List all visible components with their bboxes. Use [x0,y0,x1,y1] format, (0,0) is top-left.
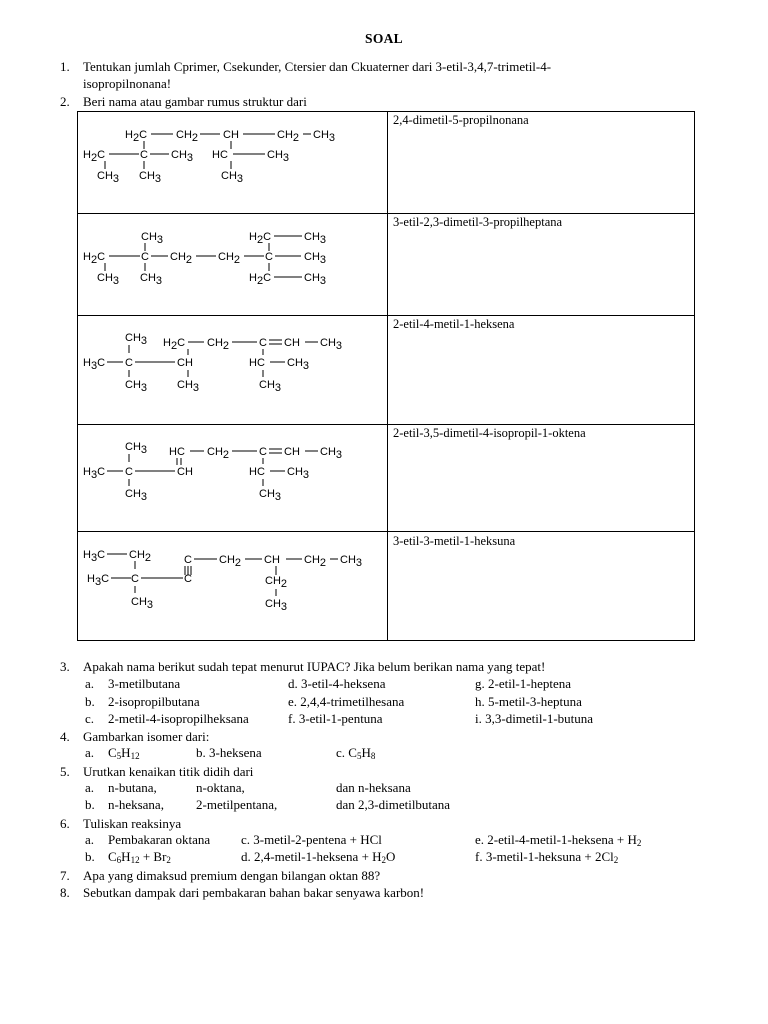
compound-name-2: 3-etil-2,3-dimetil-3-propilheptana [393,215,563,229]
list-item-label: b. [85,797,95,812]
list-item: b. 3-heksena [196,745,262,760]
atom-label: H3C [83,466,106,481]
list-item-label: b. [85,694,95,709]
compound-name-4: 2-etil-3,5-dimetil-4-isopropil-1-oktena [393,426,586,440]
atom-label: CH3 [125,488,148,503]
list-item-label: a. [85,832,95,847]
list-item: i. 3,3-dimetil-1-butuna [475,711,594,726]
atom-label: CH2 [304,554,327,569]
compound-name-5: 3-etil-3-metil-1-heksuna [393,534,516,548]
atom-label: CH [223,129,239,141]
structure-table [77,111,695,641]
atom-label: C [265,251,273,263]
list-item: g. 2-etil-1-heptena [475,676,572,691]
list-item: 2-isopropilbutana [108,694,200,709]
list-item: f. 3-metil-1-heksuna + $2Cl_2$ [475,849,619,865]
atom-label: HC [249,357,265,369]
question-number: 5. [60,764,70,779]
list-item: dan 2,3-dimetilbutana [336,797,451,812]
atom-label: CH3 [259,379,282,394]
atom-label: CH [284,446,300,458]
atom-label: C [184,554,192,566]
atom-label: H2C [83,251,106,266]
atom-label: CH3 [313,129,336,144]
list-item: d. 3-etil-4-heksena [288,676,386,691]
atom-label: CH2 [218,251,241,266]
atom-label: CH2 [265,575,288,590]
compound-name-1: 2,4-dimetil-5-propilnonana [393,113,529,127]
atom-label: CH3 [221,170,244,185]
atom-label: C [131,573,139,585]
atom-label: HC [249,466,265,478]
atom-label: CH2 [170,251,193,266]
structure-formula-2 [77,213,387,315]
atom-label: CH3 [265,598,288,613]
atom-label: CH [177,466,193,478]
atom-label: CH2 [207,337,230,352]
question-5 [60,763,253,780]
atom-label: H3C [83,549,106,564]
list-item: 2-metil-4-isopropilheksana [108,711,249,726]
question-3 [60,658,545,675]
atom-label: CH3 [320,337,343,352]
list-item: 2-metilpentana, [196,797,278,812]
question-number: 6. [60,816,70,831]
question-7 [60,867,380,884]
question-6 [60,815,181,832]
list-item: n-oktana, [196,780,245,795]
atom-label: C [125,466,133,478]
atom-label: H2C [249,231,272,246]
question-number: 3. [60,659,70,674]
question-text: Beri nama atau gambar rumus struktur dari [83,94,307,109]
list-item: Pembakaran oktana [108,832,211,847]
column-divider [387,111,388,641]
atom-label: CH2 [176,129,199,144]
atom-label: CH3 [125,441,148,456]
atom-label: H2C [83,149,106,164]
structure-formula-4 [77,424,387,531]
atom-label: CH3 [304,272,327,287]
question-1-continued: isopropilnonana! [83,76,172,91]
atom-label: H2C [125,129,148,144]
structure-formula-1 [77,111,387,213]
list-item: d. 2,4-metil-1-heksena + $H_2O$ [241,849,396,865]
atom-label: H2C [163,337,186,352]
question-8 [60,884,424,901]
atom-label: CH3 [340,554,363,569]
atom-label: CH3 [304,251,327,266]
atom-label: CH3 [97,170,120,185]
question-number: 8. [60,885,70,900]
structure-formula-5 [77,531,387,639]
atom-label: CH3 [131,596,154,611]
list-item: $C_6H_{12} + Br_2$ [108,849,171,865]
question-4 [60,728,209,745]
atom-label: C [184,573,192,585]
atom-label: H3C [87,573,110,588]
list-item-label: a. [85,780,95,795]
atom-label: CH3 [141,231,164,246]
atom-label: C [141,251,149,263]
atom-label: C [259,337,267,349]
list-item: f. 3-etil-1-pentuna [288,711,383,726]
atom-label: HC [169,446,185,458]
atom-label: CH3 [125,332,148,347]
atom-label: CH [284,337,300,349]
atom-label: CH3 [140,272,163,287]
atom-label: CH [177,357,193,369]
question-number: 4. [60,729,70,744]
atom-label: CH3 [287,466,310,481]
list-item-label: b. [85,849,95,864]
question-text: Apakah nama berikut sudah tepat menurut IUPAC? Jika belum berikan nama yang tepat! [83,659,546,674]
atom-label: CH3 [125,379,148,394]
question-1 [60,58,551,75]
question-number: 1. [60,59,70,74]
list-item: e. 2,4,4-trimetilhesana [288,694,405,709]
question-number: 7. [60,868,70,883]
question-2 [60,93,307,110]
list-item: c. 3-metil-2-pentena + HCl [241,832,382,847]
compound-name-3: 2-etil-4-metil-1-heksena [393,317,515,331]
atom-label: CH3 [259,488,282,503]
question-number: 2. [60,94,70,109]
list-item-label: a. [85,745,95,760]
atom-label: CH2 [277,129,300,144]
atom-label: H2C [249,272,272,287]
list-item: n-butana, [108,780,157,795]
structure-formula-3 [77,315,387,424]
atom-label: CH3 [287,357,310,372]
atom-label: CH3 [171,149,194,164]
atom-label: CH [264,554,280,566]
atom-label: HC [212,149,228,161]
list-item: dan n-heksana [336,780,411,795]
formula-c5h8: c. $C_5H_8$ [336,745,376,761]
atom-label: CH3 [267,149,290,164]
list-item: n-heksana, [108,797,164,812]
list-item-label: c. [85,711,95,726]
atom-label: CH2 [219,554,242,569]
question-text: Tentukan jumlah Cprimer, Csekunder, Ctersier dan Ckuaterner dari 3-etil-3,4,7-trimetil-4- [83,59,552,74]
atom-label: C [125,357,133,369]
question-text: Gambarkan isomer dari: [83,729,210,744]
atom-label: CH3 [139,170,162,185]
atom-label: CH3 [320,446,343,461]
list-item-label: a. [85,676,95,691]
atom-label: CH3 [304,231,327,246]
page-title: SOAL [365,31,403,46]
question-text: Sebutkan dampak dari pembakaran bahan bakar senyawa karbon! [83,885,425,900]
atom-label: H3C [83,357,106,372]
list-item: e. 2-etil-4-metil-1-heksena + $H_2$ [475,832,642,848]
atom-label: CH3 [177,379,200,394]
question-text: Urutkan kenaikan titik didih dari [83,764,254,779]
atom-label: CH2 [207,446,230,461]
atom-label: C [140,149,148,161]
question-text: Apa yang dimaksud premium dengan bilangan oktan 88? [83,868,381,883]
formula-c5h12: $C_5H_{12}$ [108,745,140,761]
atom-label: CH3 [97,272,120,287]
question-text: Tuliskan reaksinya [83,816,182,831]
atom-label: CH2 [129,549,152,564]
list-item: h. 5-metil-3-heptuna [475,694,582,709]
atom-label: C [259,446,267,458]
list-item: 3-metilbutana [108,676,181,691]
